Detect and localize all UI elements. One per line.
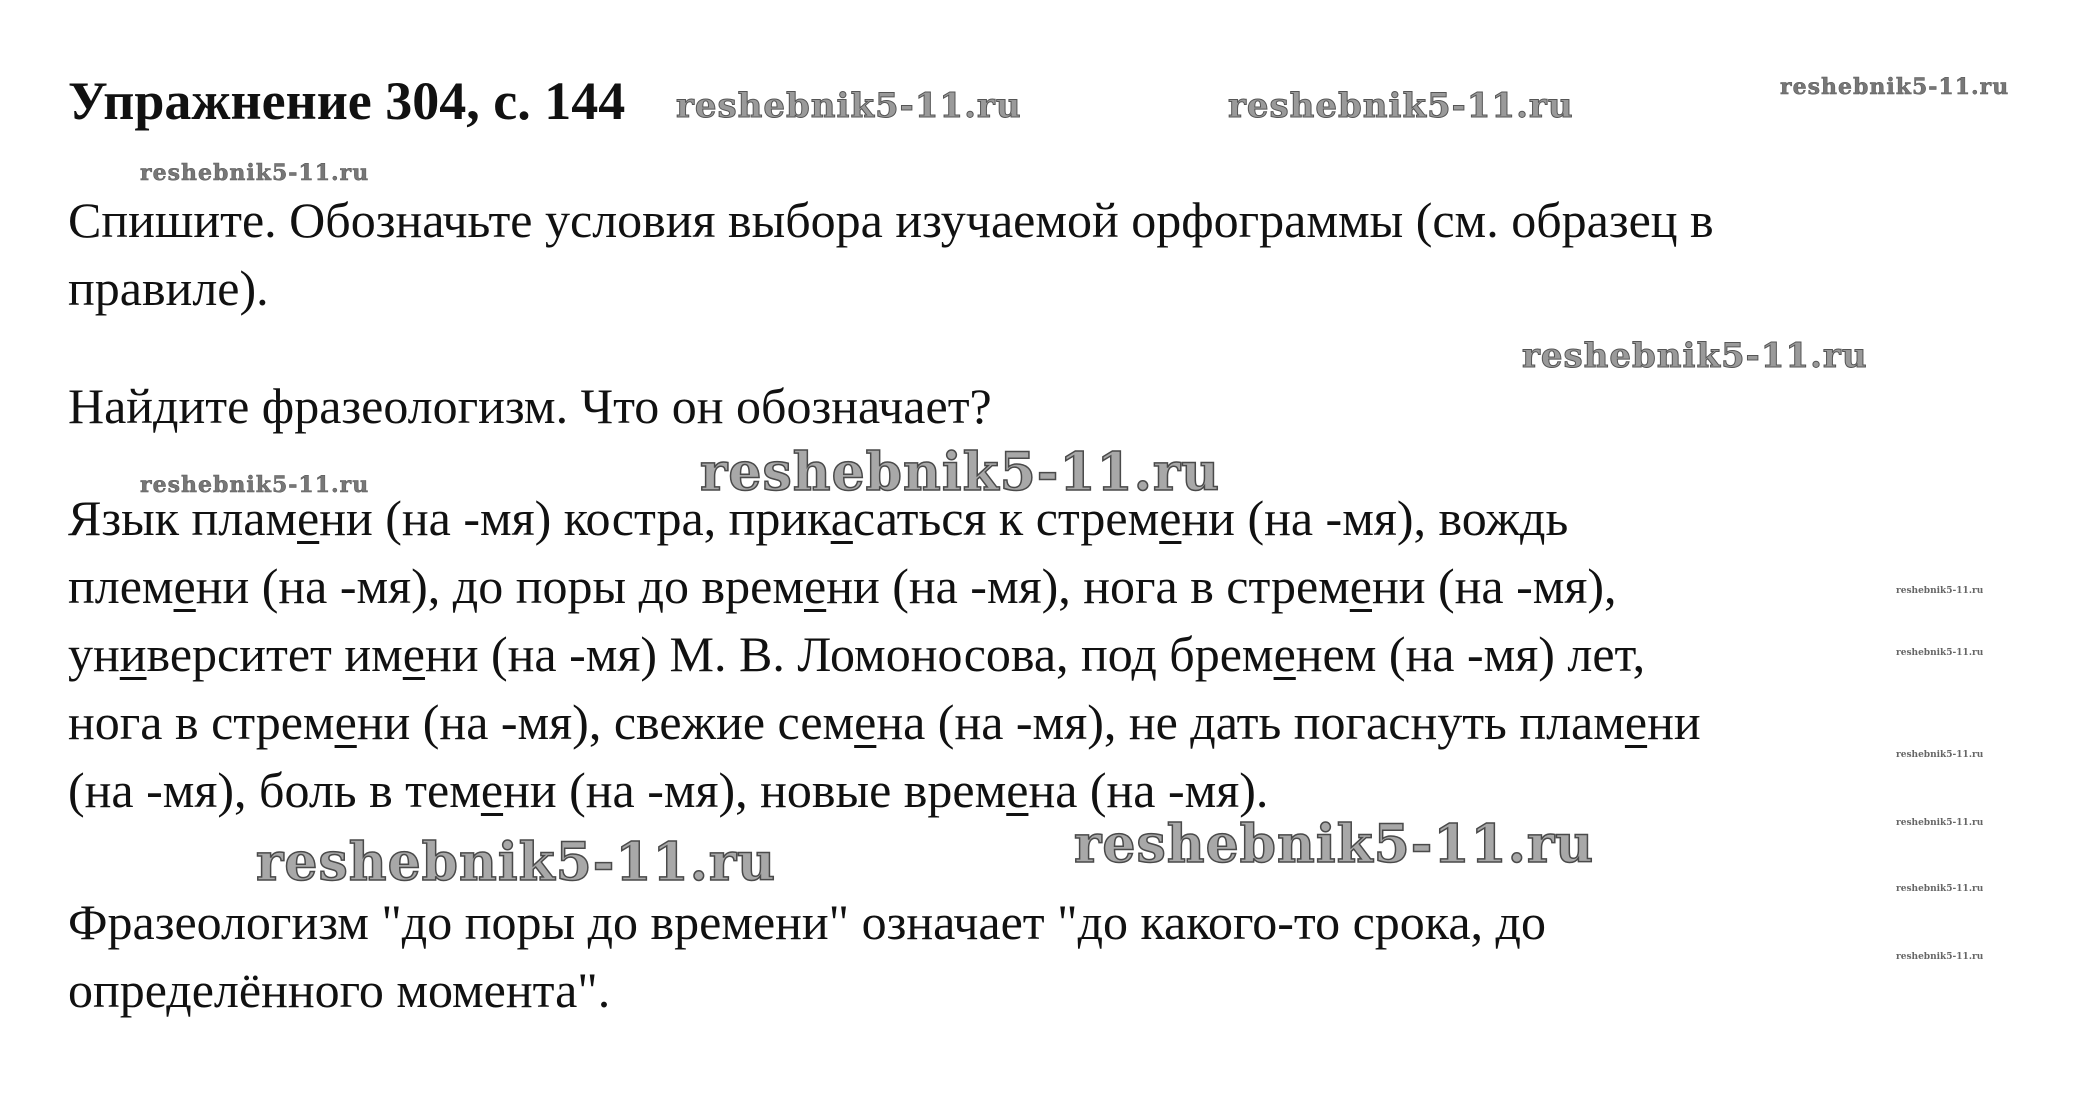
text-segment: ни (на -мя), нога в стрем bbox=[826, 558, 1350, 614]
text-segment: ни (на -мя), свежие сем bbox=[356, 694, 855, 750]
text-line bbox=[68, 694, 1701, 750]
text-line bbox=[68, 626, 1645, 682]
watermark: reshebnik5-11.ru bbox=[1896, 648, 1984, 658]
text-segment: ни bbox=[1647, 694, 1701, 750]
orthogram-letter: е bbox=[854, 694, 877, 750]
watermark: reshebnik5-11.ru bbox=[140, 160, 370, 186]
text-segment: Язык плам bbox=[68, 490, 298, 546]
text-segment: ни (на -мя) М. В. Ломоносова, под брем bbox=[424, 626, 1274, 682]
text-segment: плем bbox=[68, 558, 174, 614]
exercise-title: Упражнение 304, с. 144 bbox=[68, 71, 626, 131]
orthogram-letter: е bbox=[1006, 762, 1029, 818]
orthogram-letter: и bbox=[119, 626, 147, 682]
watermark: reshebnik5-11.ru bbox=[1780, 74, 2010, 100]
text-line bbox=[68, 558, 1617, 614]
task-instruction bbox=[68, 186, 1714, 322]
answer-text bbox=[68, 888, 1546, 1024]
task-question: Найдите фразеологизм. Что он обозначает? bbox=[68, 378, 992, 434]
orthogram-letter: е bbox=[402, 626, 425, 682]
instruction-line-2: правиле). bbox=[68, 260, 269, 316]
orthogram-letter: а bbox=[830, 490, 853, 546]
exercise-text bbox=[68, 484, 1701, 824]
orthogram-letter: е bbox=[803, 558, 827, 614]
watermark: reshebnik5-11.ru bbox=[1896, 952, 1984, 962]
watermark: reshebnik5-11.ru bbox=[676, 86, 1022, 126]
watermark: reshebnik5-11.ru bbox=[1896, 586, 1984, 596]
answer-line-2: определённого момента". bbox=[68, 962, 611, 1018]
text-segment: на (на -мя), не дать погаснуть плам bbox=[876, 694, 1625, 750]
text-segment: верситет им bbox=[146, 626, 403, 682]
text-segment: нем (на -мя) лет, bbox=[1295, 626, 1646, 682]
text-line bbox=[68, 762, 1268, 818]
orthogram-letter: е bbox=[480, 762, 504, 818]
watermark: reshebnik5-11.ru bbox=[1228, 86, 1574, 126]
text-segment: ни (на -мя), вождь bbox=[1181, 490, 1569, 546]
watermark: reshebnik5-11.ru bbox=[700, 442, 1221, 503]
instruction-line-1: Спишите. Обозначьте условия выбора изучаемой орфограммы (см. образец в bbox=[68, 192, 1714, 248]
watermark: reshebnik5-11.ru bbox=[256, 832, 777, 893]
watermark: reshebnik5-11.ru bbox=[1896, 818, 1984, 828]
orthogram-letter: е bbox=[1349, 558, 1372, 614]
orthogram-letter: е bbox=[1273, 626, 1296, 682]
orthogram-letter: е bbox=[1624, 694, 1648, 750]
watermark: reshebnik5-11.ru bbox=[1896, 750, 1984, 760]
text-segment: ни (на -мя), bbox=[1372, 558, 1617, 614]
text-segment: (на -мя), боль в тем bbox=[68, 762, 481, 818]
orthogram-letter: е bbox=[173, 558, 196, 614]
text-segment: ни (на -мя) костра, прик bbox=[319, 490, 831, 546]
orthogram-letter: е bbox=[297, 490, 320, 546]
text-segment: ни (на -мя), до поры до врем bbox=[195, 558, 804, 614]
text-segment: саться к стрем bbox=[852, 490, 1160, 546]
watermark: reshebnik5-11.ru bbox=[1522, 336, 1868, 376]
text-segment: на (на -мя). bbox=[1028, 762, 1269, 818]
watermark: reshebnik5-11.ru bbox=[1074, 814, 1595, 875]
orthogram-letter: е bbox=[334, 694, 357, 750]
text-segment: ни (на -мя), новые врем bbox=[503, 762, 1007, 818]
text-segment: ун bbox=[68, 626, 120, 682]
watermark: reshebnik5-11.ru bbox=[140, 472, 370, 498]
text-segment: нога в стрем bbox=[68, 694, 335, 750]
answer-line-1: Фразеологизм "до поры до времени" означает "до какого-то срока, до bbox=[68, 894, 1546, 950]
orthogram-letter: е bbox=[1159, 490, 1182, 546]
watermark: reshebnik5-11.ru bbox=[1896, 884, 1984, 894]
